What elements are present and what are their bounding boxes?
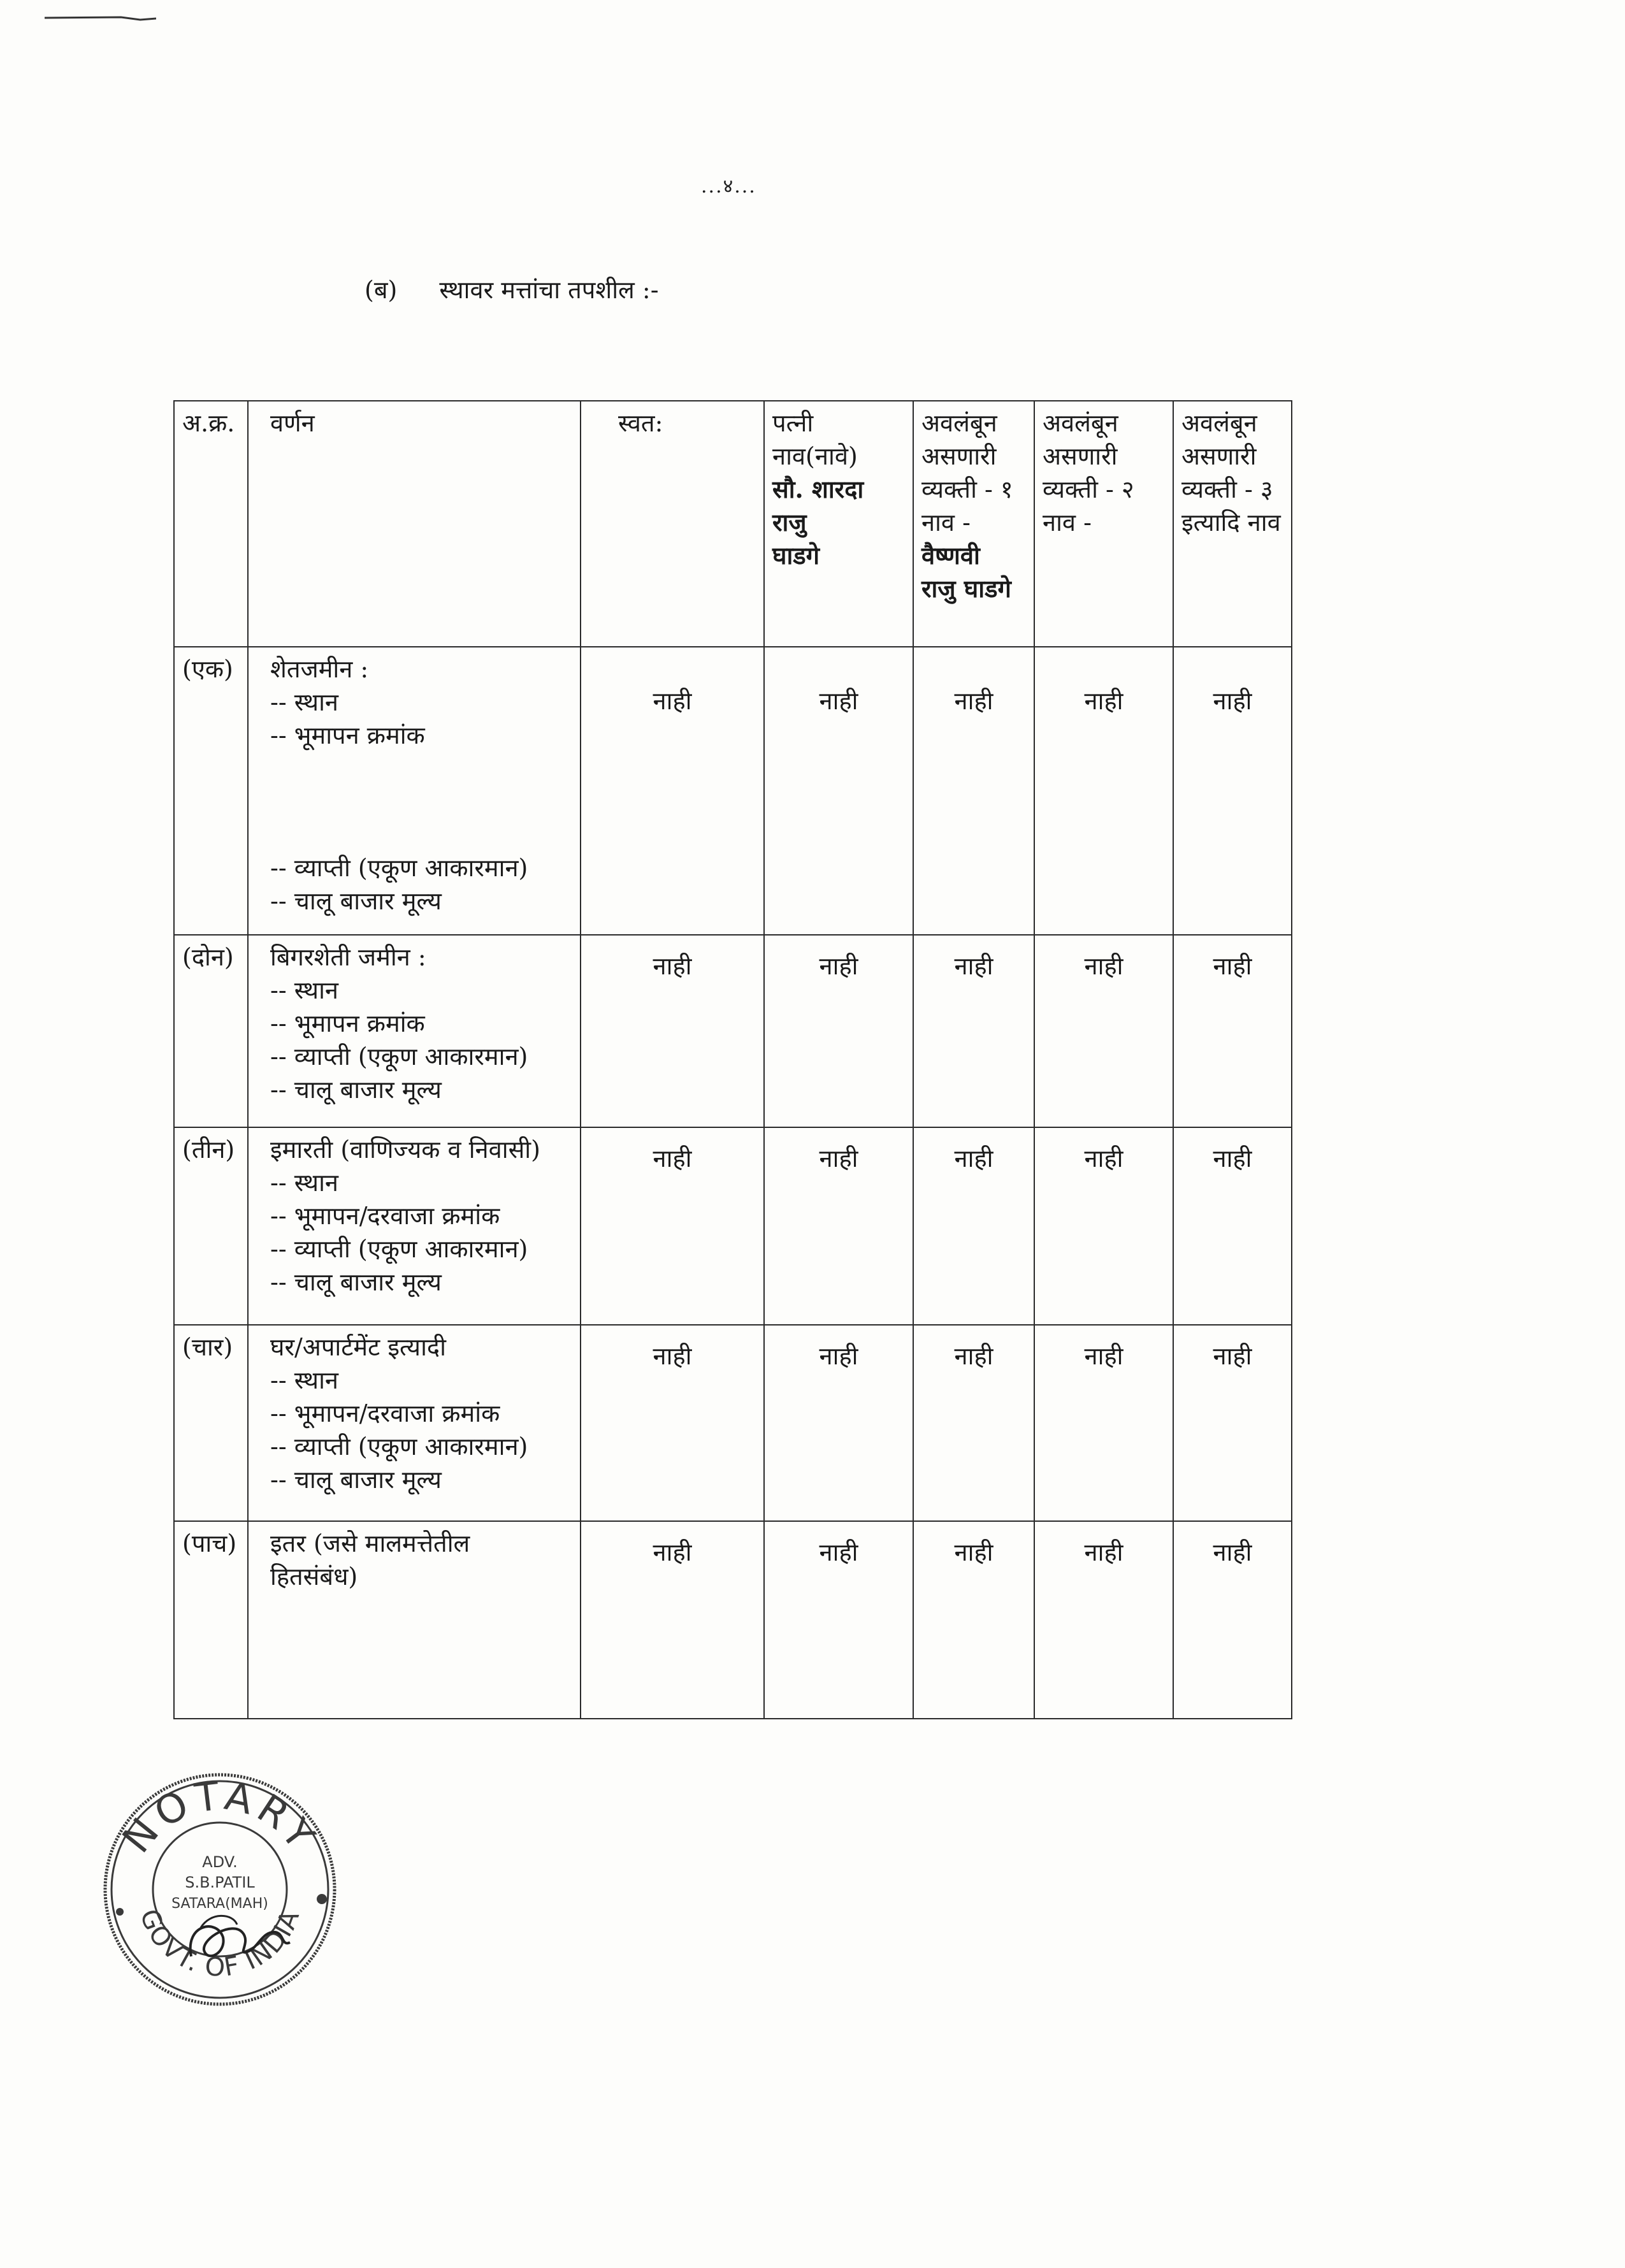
header-dependent-1 [913, 401, 1034, 647]
table-row [174, 647, 1292, 935]
header-line: अवलंबून [1043, 409, 1118, 437]
header-dependent-2 [1034, 401, 1173, 647]
seal-bottom-text: GOVT. OF INDIA [134, 1905, 306, 1983]
row-sub-item: -- व्याप्ती (एकूण आकारमान) [270, 1235, 528, 1263]
section-heading [365, 273, 659, 306]
section-title: स्थावर मत्तांचा तपशील :- [439, 276, 659, 304]
table-header-row [174, 401, 1292, 647]
row-sub-item: -- भूमापन क्रमांक [270, 1009, 425, 1037]
row-sub-item: -- व्याप्ती (एकूण आकारमान) [270, 1433, 528, 1461]
value-dependent-2: नाही [1034, 1325, 1173, 1521]
row-title: घर/अपार्टमेंट इत्यादी [270, 1333, 446, 1361]
value-dependent-2: नाही [1034, 1521, 1173, 1719]
value-dependent-1: नाही [913, 1325, 1034, 1521]
value-dependent-3: नाही [1173, 647, 1292, 935]
value-spouse: नाही [764, 935, 913, 1127]
header-description: वर्णन [248, 401, 581, 647]
seal-inner-line: ADV. [202, 1853, 238, 1871]
seal-inner-line: S.B.PATIL [185, 1874, 255, 1891]
row-sub-item: -- स्थान [270, 976, 338, 1004]
row-sub-item: -- चालू बाजार मूल्य [270, 887, 442, 915]
header-line: व्यक्ती - २ [1043, 475, 1134, 503]
row-sub-item: -- व्याप्ती (एकूण आकारमान) [270, 854, 528, 882]
dependent-name-line: राजु घाडगे [921, 574, 1011, 603]
seal-top-text: NOTARY [113, 1772, 328, 1862]
spouse-name-line: घाडगे [772, 541, 820, 570]
row-description [248, 935, 581, 1127]
header-line: नाव - [921, 509, 971, 537]
row-sub-item: -- भूमापन/दरवाजा क्रमांक [270, 1399, 500, 1427]
value-self: नाही [581, 935, 764, 1127]
row-sub-item: -- भूमापन क्रमांक [270, 721, 425, 749]
header-line: पत्नी [772, 409, 814, 437]
row-sub-item: -- स्थान [270, 1366, 338, 1394]
row-title: हितसंबंध) [270, 1563, 358, 1591]
seal-inner-line: SATARA(MAH) [171, 1896, 268, 1912]
row-title: बिगरशेती जमीन : [270, 943, 426, 971]
table-row [174, 935, 1292, 1127]
svg-text:NOTARY [113, 1772, 328, 1861]
value-spouse: नाही [764, 1127, 913, 1325]
row-serial: (एक) [174, 647, 248, 935]
value-dependent-3: नाही [1173, 1127, 1292, 1325]
dependent-name-line: वैष्णवी [921, 541, 980, 570]
value-self: नाही [581, 1521, 764, 1719]
spouse-name-line: सौ. शारदा [772, 475, 864, 503]
value-spouse: नाही [764, 1325, 913, 1521]
row-description [248, 1127, 581, 1325]
row-title: इमारती (वाणिज्यक व निवासी) [270, 1136, 540, 1164]
header-line: अवलंबून [921, 409, 997, 437]
row-serial: (तीन) [174, 1127, 248, 1325]
svg-text:GOVT. OF INDIA [134, 1905, 305, 1983]
table-row [174, 1521, 1292, 1719]
value-spouse: नाही [764, 1521, 913, 1719]
value-self: नाही [581, 1127, 764, 1325]
value-dependent-2: नाही [1034, 935, 1173, 1127]
value-dependent-1: नाही [913, 1521, 1034, 1719]
value-dependent-2: नाही [1034, 647, 1173, 935]
row-sub-item: -- चालू बाजार मूल्य [270, 1076, 442, 1104]
section-label: (ब) [365, 276, 398, 304]
header-line: व्यक्ती - १ [921, 475, 1013, 503]
header-line: नाव(नावे) [772, 442, 858, 470]
notary-seal-icon [96, 1765, 344, 2014]
value-dependent-1: नाही [913, 1127, 1034, 1325]
row-description [248, 647, 581, 935]
header-line: असणारी [921, 442, 997, 470]
immovable-assets-table [173, 400, 1292, 1719]
header-line: व्यक्ती - ३ [1181, 475, 1273, 503]
row-sub-item: -- चालू बाजार मूल्य [270, 1268, 442, 1296]
row-sub-item: -- व्याप्ती (एकूण आकारमान) [270, 1043, 528, 1071]
table-row [174, 1325, 1292, 1521]
header-line: इत्यादि नाव [1181, 509, 1281, 537]
header-serial: अ.क्र. [174, 401, 248, 647]
header-self: स्वत: [581, 401, 764, 647]
row-sub-item: -- स्थान [270, 688, 338, 716]
row-description [248, 1325, 581, 1521]
value-dependent-1: नाही [913, 935, 1034, 1127]
value-dependent-3: नाही [1173, 1325, 1292, 1521]
scan-mark-decoration [45, 14, 156, 23]
row-title: इतर (जसे मालमत्तेतील [270, 1529, 470, 1557]
value-dependent-1: नाही [913, 647, 1034, 935]
value-spouse: नाही [764, 647, 913, 935]
table-row [174, 1127, 1292, 1325]
header-line: नाव - [1043, 509, 1092, 537]
spouse-name-line: राजु [772, 508, 807, 537]
header-spouse [764, 401, 913, 647]
row-description [248, 1521, 581, 1719]
header-dependent-3 [1173, 401, 1292, 647]
row-title: शेतजमीन : [270, 655, 369, 683]
row-serial: (चार) [174, 1325, 248, 1521]
row-serial: (पाच) [174, 1521, 248, 1719]
header-line: असणारी [1043, 442, 1118, 470]
value-self: नाही [581, 647, 764, 935]
page-number: ...४... [701, 175, 756, 198]
header-line: असणारी [1181, 442, 1257, 470]
row-serial: (दोन) [174, 935, 248, 1127]
header-line: अवलंबून [1181, 409, 1257, 437]
value-dependent-3: नाही [1173, 935, 1292, 1127]
row-sub-item: -- स्थान [270, 1169, 338, 1197]
value-self: नाही [581, 1325, 764, 1521]
row-sub-item: -- भूमापन/दरवाजा क्रमांक [270, 1202, 500, 1230]
row-sub-item: -- चालू बाजार मूल्य [270, 1466, 442, 1494]
value-dependent-3: नाही [1173, 1521, 1292, 1719]
value-dependent-2: नाही [1034, 1127, 1173, 1325]
